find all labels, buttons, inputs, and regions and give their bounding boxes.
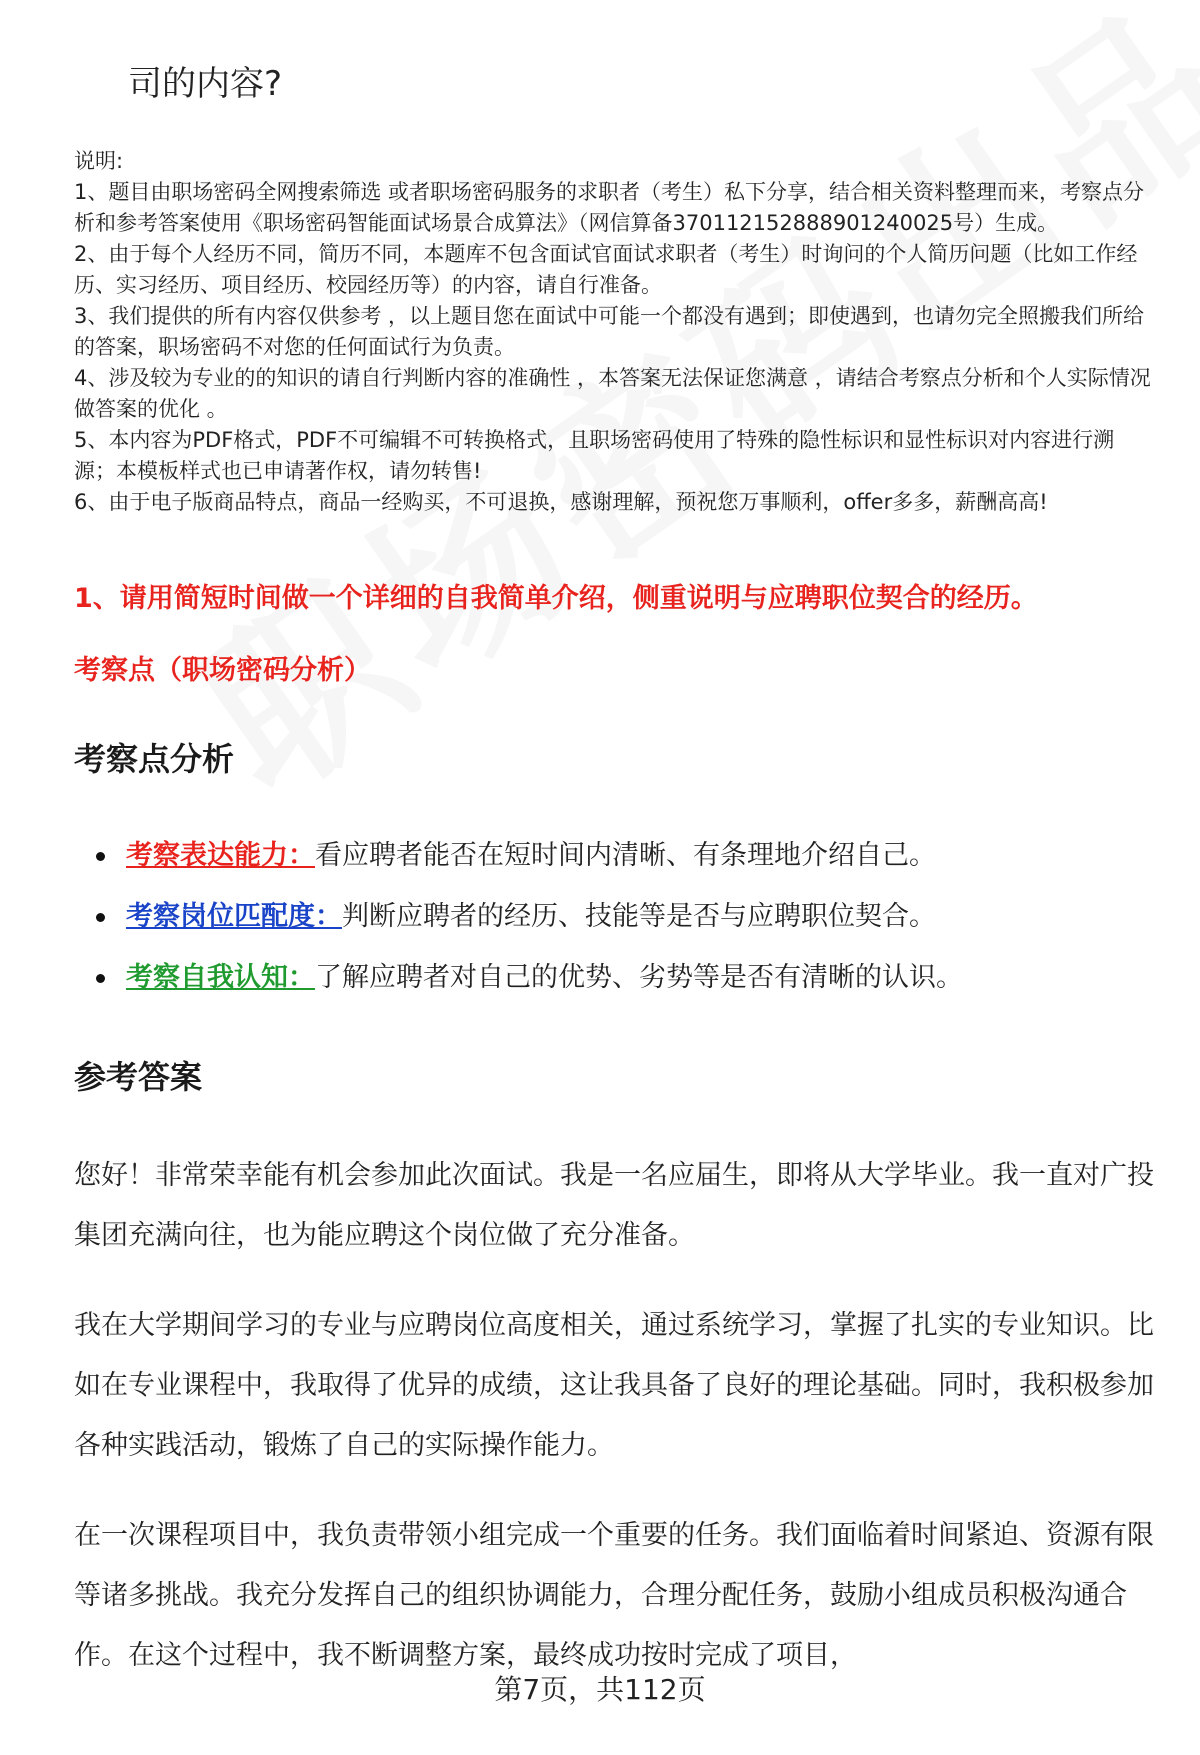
analysis-heading: 考察点分析 (74, 740, 235, 778)
page-number: 第7页，共112页 (494, 1673, 706, 1706)
analysis-bullet-list (96, 836, 1176, 1019)
answer-paragraph: 在一次课程项目中，我负责带领小组完成一个重要的任务。我们面临着时间紧迫、资源有限等诸多挑战。我充分发挥自己的组织协调能力，合理分配任务，鼓励小组成员积极沟通合作。在这个过程中，我不断调整方案，最终成功按时完成了项目， (74, 1520, 1154, 1671)
note-item: 1、题目由职场密码全网搜索筛选 或者职场密码服务的求职者（考生）私下分享，结合相关资料整理而来，考察点分析和参考答案使用《职场密码智能面试场景合成算法》（网信算备370112152888901240025号）生成。 (74, 180, 1145, 235)
bullet-key: 考察岗位匹配度： (126, 901, 342, 932)
reference-answer (74, 1146, 1154, 1716)
bullet-key: 考察自我认知： (126, 962, 315, 993)
note-item: 4、涉及较为专业的的知识的请自行判断内容的准确性 ，本答案无法保证您满意 ，请结合考察点分析和个人实际情况做答案的优化 。 (74, 366, 1151, 421)
note-item: 5、本内容为PDF格式，PDF不可编辑不可转换格式，且职场密码使用了特殊的隐性标识和显性标识对内容进行溯源；本模板样式也已申请著作权，请勿转售! (74, 428, 1115, 483)
disclaimer-notes (74, 146, 1154, 518)
analysis-bullet (96, 836, 1176, 897)
note-item: 6、由于电子版商品特点，商品一经购买，不可退换，感谢理解，预祝您万事顺利，offer多多，薪酬高高! (74, 490, 1048, 514)
answer-paragraph: 我在大学期间学习的专业与应聘岗位高度相关，通过系统学习，掌握了扎实的专业知识。比如在专业课程中，我取得了优异的成绩，这让我具备了良好的理论基础。同时，我积极参加各种实践活动，锻炼了自己的实际操作能力。 (74, 1310, 1154, 1461)
bullet-text: 判断应聘者的经历、技能等是否与应聘职位契合。 (342, 901, 936, 932)
question-title: 1、请用简短时间做一个详细的自我简单介绍，侧重说明与应聘职位契合的经历。 (74, 583, 1038, 614)
notes-title: 说明: (74, 149, 124, 173)
bullet-text: 了解应聘者对自己的优势、劣势等是否有清晰的认识。 (315, 962, 963, 993)
answer-paragraph: 您好！非常荣幸能有机会参加此次面试。我是一名应届生，即将从大学毕业。我一直对广投集团充满向往，也为能应聘这个岗位做了充分准备。 (74, 1160, 1154, 1251)
analysis-bullet (96, 897, 1176, 958)
note-item: 3、我们提供的所有内容仅供参考 ，以上题目您在面试中可能一个都没有遇到；即使遇到，也请勿完全照搬我们所给的答案，职场密码不对您的任何面试行为负责。 (74, 304, 1145, 359)
bullet-key: 考察表达能力： (126, 840, 315, 871)
note-item: 2、由于每个人经历不同，简历不同，本题库不包含面试官面试求职者（考生）时询问的个人简历问题（比如工作经历、实习经历、项目经历、校园经历等）的内容，请自行准备。 (74, 242, 1138, 297)
previous-question-fragment: 司的内容? (128, 64, 283, 104)
assessment-point-label: 考察点（职场密码分析） (74, 655, 371, 686)
analysis-bullet (96, 958, 1176, 1019)
bullet-text: 看应聘者能否在短时间内清晰、有条理地介绍自己。 (315, 840, 936, 871)
answer-heading: 参考答案 (74, 1058, 203, 1096)
